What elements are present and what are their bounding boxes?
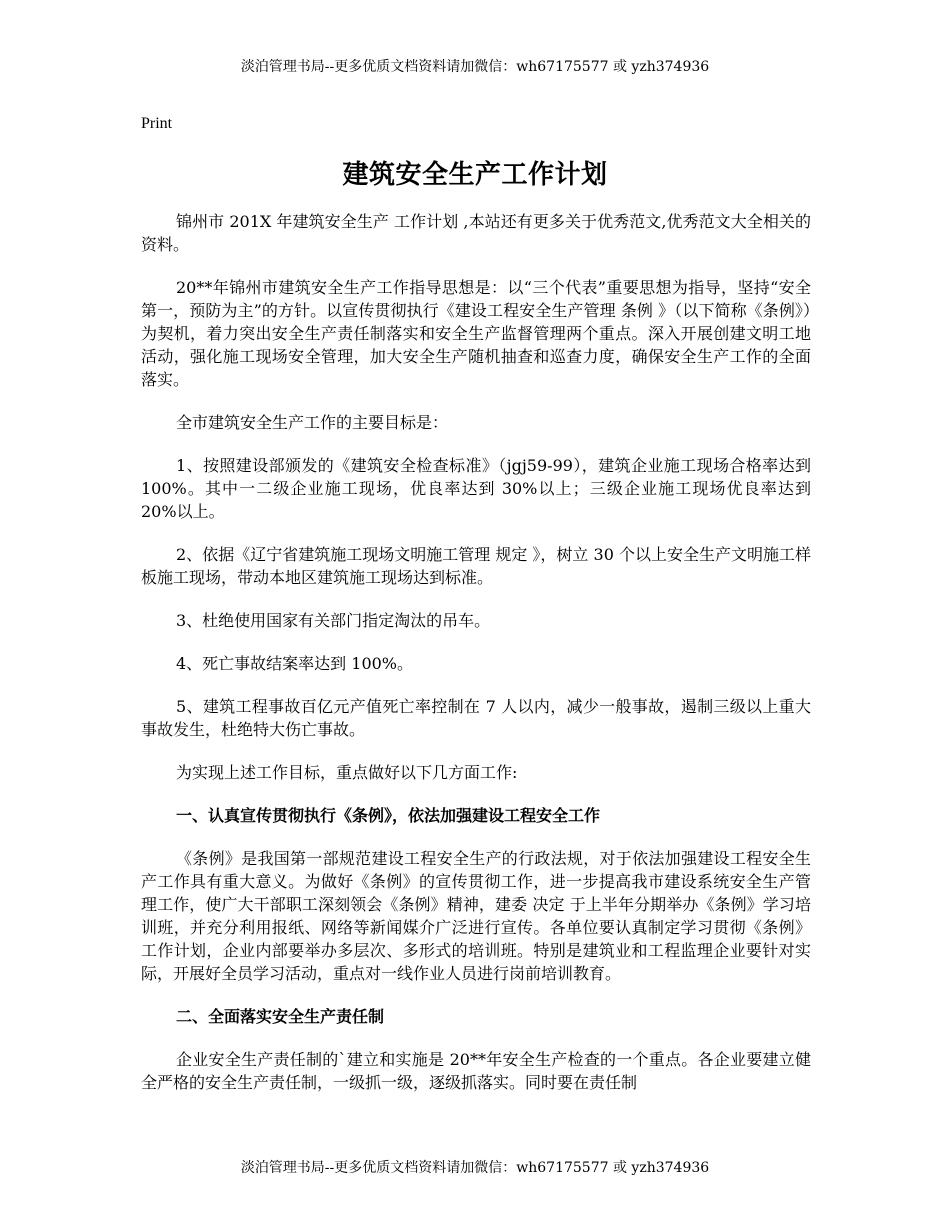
goal-item-3: 3、杜绝使用国家有关部门指定淘汰的吊车。 — [176, 611, 491, 630]
goal-item-1: 1、按照建设部颁发的《建筑安全检查标准》（jgj59-99），建筑企业施工现场合格率达到 100%。其中一二级企业施工现场，优良率达到 30%以上；三级企业施工现场优良率达到 20%以上。 — [141, 456, 811, 521]
paragraph-main-goals: 全市建筑安全生产工作的主要目标是： — [176, 413, 449, 432]
print-label: Print — [141, 115, 173, 132]
goal-item-2: 2、依据《辽宁省建筑施工现场文明施工管理 规定 》，树立 30 个以上安全生产文明施工样板施工现场，带动本地区建筑施工现场达到标准。 — [141, 545, 811, 587]
document-title: 建筑安全生产工作计划 — [342, 160, 608, 190]
paragraph-work-focus: 为实现上述工作目标，重点做好以下几方面工作: — [176, 763, 518, 782]
section-body-1: 《条例》是我国第一部规范建设工程安全生产的行政法规，对于依法加强建设工程安全生产工作具有重大意义。为做好《条例》的宣传贯彻工作，进一步提高我市建设系统安全生产管理工作，使广大干部职工深刻领会《条例》精神，建委 决定 于上半年分期举办《条例》学习培训班，并充分利用报纸、网络等新闻媒介广泛进行宣传。各单位要认真制定学习贯彻《条例》工作计划，企业内部要举办多层次、多形式的培训班。特别是建筑业和工程监理企业要针对实际，开展好全员学习活动，重点对一线作业人员进行岗前培训教育。 — [141, 849, 811, 983]
paragraph-guiding-thought: 20**年锦州市建筑安全生产工作指导思想是：以“三个代表”重要思想为指导，坚持“安全第一，预防为主”的方针。以宣传贯彻执行《建设工程安全生产管理 条例 》（以下简称《条例》）为契机，着力突出安全生产责任制落实和安全生产监督管理两个重点。深入开展创建文明工地活动，强化施工现场安全管理，加大安全生产随机抽查和巡查力度，确保安全生产工作的全面落实。 — [141, 278, 811, 389]
goal-item-5: 5、建筑工程事故百亿元产值死亡率控制在 7 人以内，减少一般事故，遏制三级以上重大事故发生，杜绝特大伤亡事故。 — [141, 697, 811, 739]
section-body-2: 企业安全生产责任制的`建立和实施是 20**年安全生产检查的一个重点。各企业要建立健全严格的安全生产责任制，一级抓一级，逐级抓落实。同时要在责任制 — [141, 1050, 811, 1092]
document-body — [141, 210, 811, 1114]
goal-item-4: 4、死亡事故结案率达到 100%。 — [176, 654, 414, 673]
header-watermark-note: 淡泊管理书局--更多优质文档资料请加微信：wh67175577 或 yzh374936 — [240, 59, 710, 75]
paragraph-intro: 锦州市 201X 年建筑安全生产 工作计划 ,本站还有更多关于优秀范文,优秀范文大全相关的资料。 — [141, 212, 811, 254]
section-heading-2: 二、全面落实安全生产责任制 — [176, 1007, 385, 1026]
section-heading-1: 一、认真宣传贯彻执行《条例》，依法加强建设工程安全工作 — [176, 806, 601, 825]
footer-watermark-note: 淡泊管理书局--更多优质文档资料请加微信：wh67175577 或 yzh374936 — [240, 1160, 710, 1176]
